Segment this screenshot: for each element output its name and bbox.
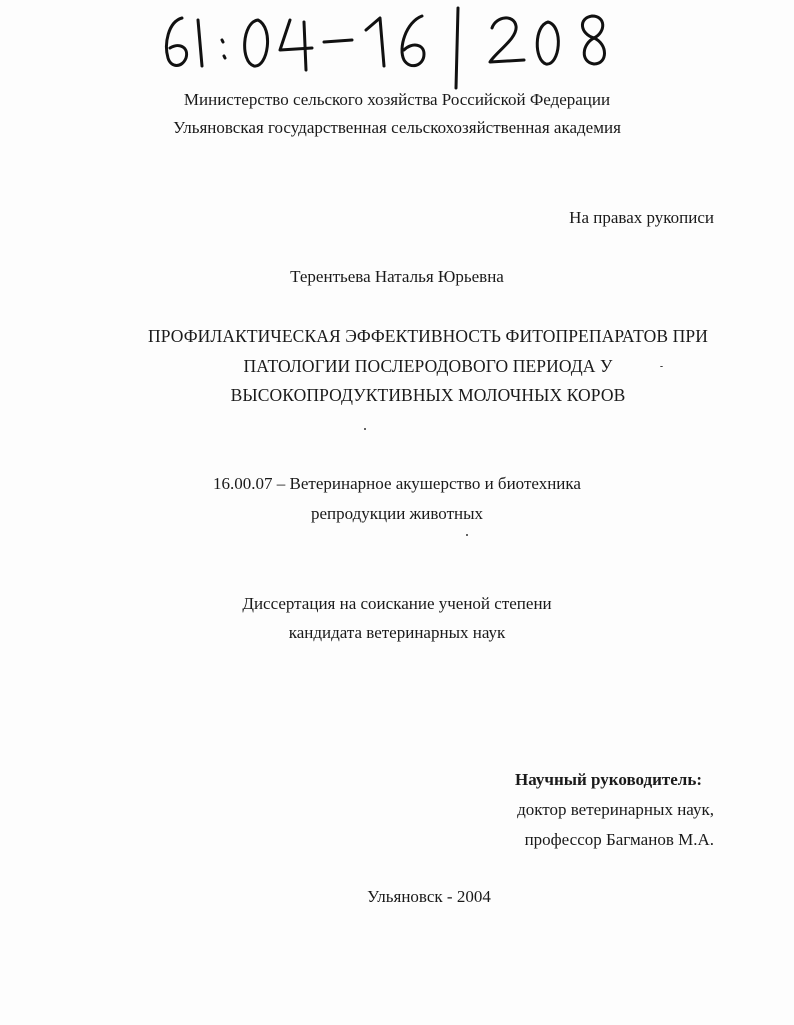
supervisor-degree: доктор ветеринарных наук, (517, 800, 714, 819)
specialty-line-2: репродукции животных (310, 504, 484, 523)
title-line-2: ПАТОЛОГИИ ПОСЛЕРОДОВОГО ПЕРИОДА У (243, 356, 613, 376)
author-name: Терентьева Наталья Юрьевна (290, 267, 504, 286)
handwritten-code (140, 0, 640, 90)
degree-line-2: кандидата ветеринарных наук (288, 623, 506, 642)
supervisor-heading: Научный руководитель: (515, 770, 702, 789)
scan-speck (466, 534, 468, 536)
title-line-3: ВЫСОКОПРОДУКТИВНЫХ МОЛОЧНЫХ КОРОВ (230, 385, 626, 405)
academy-name: Ульяновская государственная сельскохозяйственная академия (173, 118, 621, 137)
scan-speck (660, 366, 663, 367)
specialty-line-1: 16.00.07 – Ветеринарное акушерство и биотехника (213, 474, 581, 493)
scan-speck (364, 428, 366, 430)
title-line-1: ПРОФИЛАКТИЧЕСКАЯ ЭФФЕКТИВНОСТЬ ФИТОПРЕПАРАТОВ ПРИ (148, 326, 708, 346)
city-year: Ульяновск - 2004 (367, 887, 491, 906)
rights-note: На правах рукописи (569, 208, 714, 227)
ministry-name: Министерство сельского хозяйства Российской Федерации (183, 90, 611, 109)
supervisor-name: профессор Багманов М.А. (524, 830, 714, 849)
degree-line-1: Диссертация на соискание ученой степени (242, 594, 552, 613)
